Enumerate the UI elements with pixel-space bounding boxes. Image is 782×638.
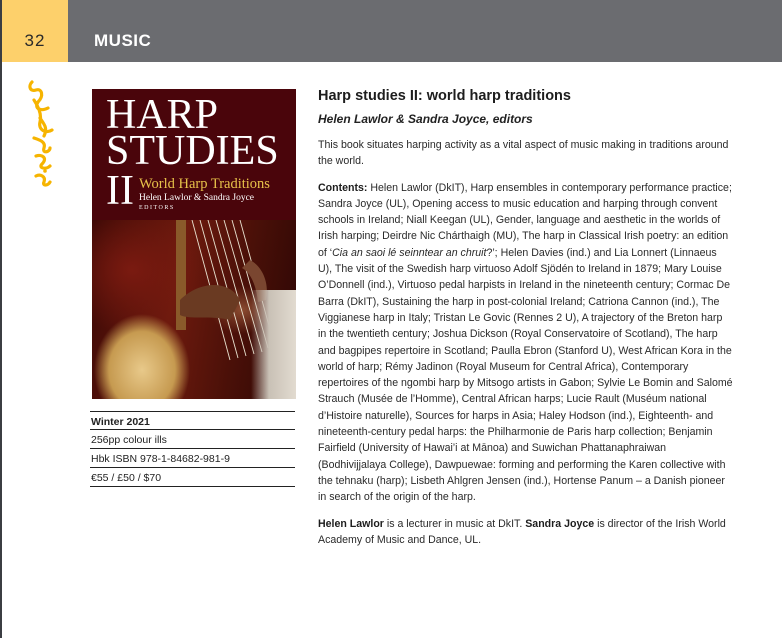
page-header — [2, 0, 782, 62]
cover-editors: Helen Lawlor & Sandra Joyce — [139, 193, 255, 203]
bio-name-lawlor: Helen Lawlor — [318, 517, 384, 530]
book-summary: This book situates harping activity as a vital aspect of music making in traditions around the world. — [318, 139, 729, 168]
kora-photo-image — [92, 220, 296, 399]
book-description — [318, 87, 733, 548]
cover-editors-label: EDITORS — [139, 205, 175, 211]
cover-title-line2: STUDIES — [106, 128, 279, 174]
contents-text: Helen Lawlor (DkIT), Harp ensembles in contemporary performance practice; Sandra Joyce (UL), Opening access to music education and harping through convent schools in Ireland; Niall Keegan (UL), Gender, language and aesthetic in the worlds of Irish harping; Deirdre Nic Chárthaigh (MU), The harp in Classical Irish poetry: an edition of ‘ — [318, 181, 732, 259]
sleeve-shape — [251, 290, 296, 399]
page-edge — [0, 0, 2, 638]
cover-subtitle: World Harp Traditions — [139, 176, 270, 192]
cover-title-line1: HARP — [106, 92, 219, 138]
book-title: Harp studies II: world harp traditions — [318, 88, 571, 104]
cover-title — [106, 92, 279, 174]
contents-italic-title: Cia an saoi lé seinntear an chruit — [332, 246, 487, 259]
bio-text-joyce: is director of the Irish World Academy of Music and Dance, UL. — [318, 517, 726, 546]
bio-name-joyce: Sandra Joyce — [525, 517, 595, 530]
section-title: MUSIC — [94, 31, 152, 50]
page-number: 32 — [2, 0, 68, 62]
book-editors: Helen Lawlor & Sandra Joyce, editors — [318, 112, 533, 126]
price: €55 / £50 / $70 — [90, 468, 295, 487]
contents-label: Contents: — [318, 181, 368, 194]
contents-text-rest: ?’; Helen Davies (ind.) and Lia Lonnert (Linnaeus U), The visit of the Swedish harp virtuoso Adolf Sjödén to Ireland in 1879; Mary Louise O’Donnell (ind.), Virtuoso pedal harpists in Ireland in the nineteenth century; Cormac De Barra (DkIT), Sustaining the harp in post-colonial Ireland; Catriona Cannon (ind.), The Viggianese harp in Italy; Tristan Le Govic (Rennes 2 U), A trajectory of the Breton harp in the twentieth century; Joshua Dickson (Royal Conservatoire of Scotland), The harp and bagpipes repertoire in Scotland; Paulla Ebron (Stanford U), West African Kora in the world of harp; Rémy Jadinon (Royal Museum for Central Africa), Contemporary repertoires of the ngombi harp by Mitsogo artists in Gabon; Sylvie Le Bomin and Salomé Strauch (Musée de l’Homme), Central African harps; Lucie Rault (Muséum national d’Histoire naturelle), Sources for harps in Asia; Haley Hodson (ind.), Eighteenth- and nineteenth-century pedal harps: the Philharmonie de Paris harp collection; Benjamin Fairfield (University of Hawai’i at Mānoa) and Suwichan Phattanaphraiwan (Bodhivijjalaya College), Dawpuewae: forming and performing the Karen collective with the tehnaku (harp); Lisbeth Ahlgren Jensen (ind.), Hortense Panum – a Danish pioneer in search of the origin of the harp. — [318, 246, 733, 504]
bio-text-lawlor: is a lecturer in music at DkIT. — [383, 517, 526, 530]
editor-bios — [318, 516, 733, 549]
script-music-icon — [26, 78, 56, 188]
page-count: 256pp colour ills — [90, 430, 295, 449]
book-details-table — [90, 411, 295, 487]
cover-numeral: II — [106, 168, 134, 214]
contents-paragraph — [318, 180, 733, 506]
pub-date: Winter 2021 — [90, 411, 295, 430]
book-cover — [92, 89, 296, 399]
isbn: Hbk ISBN 978-1-84682-981-9 — [90, 449, 295, 468]
